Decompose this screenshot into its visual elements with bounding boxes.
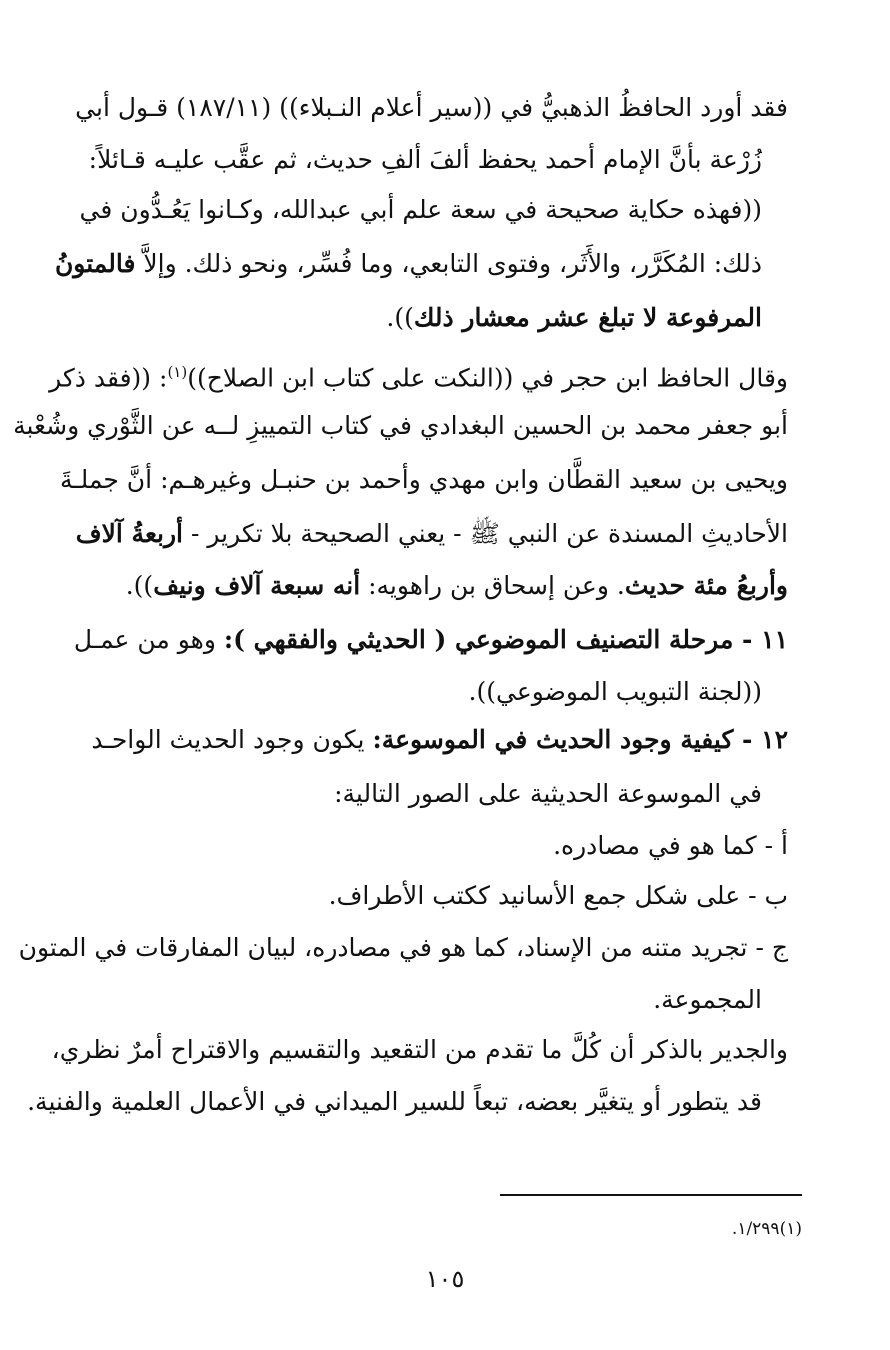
text-run: أبو جعفر محمد بن الحسين البغدادي في كتاب التمييزِ لــه عن الثَّوْري وشُعْبة	[13, 411, 788, 440]
bold-text-run: ١٢ - كيفية وجود الحديث في الموسوعة:	[372, 725, 788, 754]
paragraph-line	[13, 406, 788, 446]
quote-line	[98, 298, 762, 338]
paragraph-line	[51, 1030, 788, 1070]
paragraph-line	[98, 566, 788, 606]
text-run: ذلك: المُكَرَّر، والأَثَر، وفتوى التابعي، وما فُسِّر، ونحو ذلك. وإلاَّ	[143, 249, 762, 278]
text-run: يكون وجود الحديث الواحـد	[91, 725, 365, 754]
bold-text-run: وأربعُ مئة حديث	[624, 571, 788, 600]
text-run: )).	[386, 303, 414, 332]
paragraph-line	[49, 352, 788, 393]
text-run: ب - على شكل جمع الأسانيد ككتب الأطراف.	[328, 881, 788, 910]
text-run: وهو من عمـل	[73, 625, 216, 654]
paragraph-line	[98, 672, 762, 712]
list-item	[18, 928, 788, 968]
text-run: ((لجنة التبويب الموضوعي)).	[468, 677, 762, 706]
text-run: )).	[125, 571, 154, 600]
list-item	[98, 826, 788, 866]
paragraph-line	[88, 140, 762, 180]
bold-text-run: فالمتونُ	[54, 249, 136, 278]
footnote: (١)١/٢٩٩.	[731, 1219, 802, 1239]
paragraph-line	[98, 774, 762, 814]
quote-line	[79, 190, 762, 230]
section-heading-12	[91, 720, 788, 760]
list-item	[98, 876, 788, 916]
footnote-marker: (١)	[167, 363, 188, 381]
paragraph-line	[98, 980, 762, 1020]
bold-text-run: المرفوعة لا تبلغ عشر معشار ذلك	[413, 303, 762, 332]
footnote-divider	[500, 1194, 802, 1196]
text-run: ((فهذه حكاية صحيحة في سعة علم أبي عبدالله، وكـانوا يَعُـدُّون في	[79, 195, 762, 224]
text-run: ج - تجريد متنه من الإسناد، كما هو في مصادره، لبيان المفارقات في المتون	[18, 933, 788, 962]
text-run: الأحاديثِ المسندة عن النبي ﷺ - يعني الصحيحة بلا تكرير -	[190, 519, 788, 548]
text-run: ويحيى بن سعيد القطَّان وابن مهدي وأحمد بن حنبـل وغيرهـم: أنَّ جملـةَ	[59, 465, 788, 494]
bold-text-run: أنه سبعة آلاف ونيف	[153, 571, 361, 600]
quote-line	[54, 244, 762, 284]
text-run: والجدير بالذكر أن كُلَّ ما تقدم من التقعيد والتقسيم والاقتراح أمرٌ نظري،	[51, 1035, 788, 1064]
bold-text-run: ١١ - مرحلة التصنيف الموضوعي ( الحديثي والفقهي ):	[223, 625, 788, 654]
text-run: أ - كما هو في مصادره.	[553, 831, 788, 860]
text-run: فقد أورد الحافظُ الذهبيُّ في ((سير أعلام النـبلاء)) (١٨٧/١١) قـول أبي	[75, 93, 788, 122]
section-heading-11	[73, 620, 788, 660]
paragraph-line	[59, 460, 788, 500]
text-run: . وعن إسحاق بن راهويه:	[368, 571, 625, 600]
text-run: قد يتطور أو يتغيَّر بعضه، تبعاً للسير الميداني في الأعمال العلمية والفنية.	[27, 1087, 762, 1116]
text-run: زُرْعة بأنَّ الإمام أحمد يحفظ ألفَ ألفِ حديث، ثم عقَّب عليـه قـائلاً:	[88, 145, 762, 174]
paragraph-line	[27, 1082, 762, 1122]
text-run: المجموعة.	[653, 985, 762, 1014]
text-run: وقال الحافظ ابن حجر في ((النكت على كتاب ابن الصلاح))	[187, 363, 788, 393]
text-run: : ((فقد ذكر	[49, 363, 168, 393]
paragraph-line	[75, 514, 788, 554]
page-number: ١٠٥	[425, 1265, 465, 1293]
text-run: في الموسوعة الحديثية على الصور التالية:	[334, 779, 762, 808]
bold-text-run: أربعةُ آلاف	[75, 519, 183, 548]
paragraph-line	[75, 88, 788, 128]
